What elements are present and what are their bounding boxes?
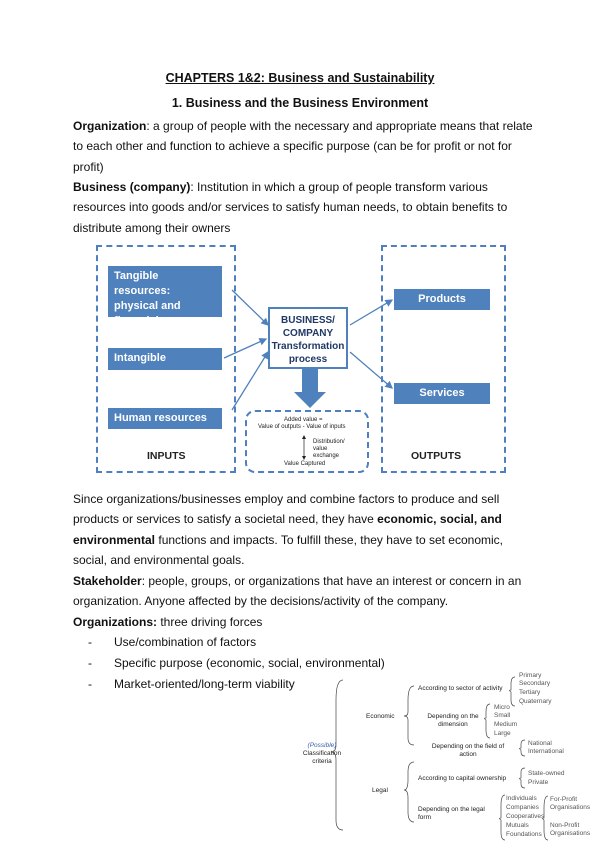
capital-item: State-owned [528,770,565,777]
functions-text-start: Since organizations/businesses employ and combine factors to produce and sell products or services to satisfy a societal need, they have [73,492,500,527]
list-item: - Specific purpose (economic, social, environmental) [88,653,385,674]
chapter-title: CHAPTERS 1&2: Business and Sustainability [165,71,435,85]
forces-text: three driving forces [157,615,263,629]
classification-root-italic: (Possible) [307,742,337,749]
functions-text-end: functions and impacts. To fulfill these, they have to set economic, social, and environmental goals. [73,532,503,567]
value-formula-2: Value of outputs - Value of inputs [258,424,346,430]
business-term: Business (company) [73,180,191,194]
sector-item: Tertiary [519,689,541,696]
value-formula-1: Added value = [284,417,323,423]
legal-label: Legal [372,787,388,794]
legal-form-item: Mutuals [506,822,529,829]
legal-form-item: Foundations [506,831,542,838]
section-title: 1. Business and the Business Environment [171,96,429,110]
list-item-text: Market-oriented/long-term viability [114,677,295,691]
inputs-label: INPUTS [147,450,186,462]
legal-form-item: Individuals [506,795,537,802]
sector-item: Secondary [519,680,551,687]
value-distribution: Distribution/ value exchange [313,439,345,459]
input-human: Human resources [108,408,222,429]
organization-term: Organization [73,119,147,133]
profit-item: Non-Profit Organisations [550,822,591,837]
list-item: - Use/combination of factors [88,632,385,653]
input-intangible: Intangible resources [108,348,222,370]
dimension-item: Large [494,730,511,737]
sector-item: Quaternary [519,698,552,705]
output-services: Services [394,383,490,404]
legal-form-criterion: Depending on the legal form [418,806,485,821]
legal-form-item: Companies [506,804,539,811]
capital-criterion: According to capital ownership [418,775,507,782]
economic-label: Economic [366,713,395,720]
dimension-criterion: Depending on the dimension [427,713,479,728]
list-item-text: Use/combination of factors [114,635,257,649]
field-item: National [528,740,552,747]
business-text: : Institution in which a group of people transform various resources into goods and/or services to satisfy human needs, to obtain benefits to distribute among their owners [73,180,508,235]
forces-term: Organizations: [73,615,158,629]
field-item: International [528,748,564,755]
input-tangible: Tangible resources: physical and financial [108,266,222,317]
dimension-item: Small [494,712,511,719]
outputs-label: OUTPUTS [411,450,462,462]
stakeholder-text: : people, groups, or organizations that have an interest or concern in an organization. Anyone affected by the decisions/activity of the company. [73,574,522,609]
capital-item: Private [528,779,549,786]
dimension-item: Micro [494,704,510,711]
list-item: - Market-oriented/long-term viability [88,674,385,695]
sector-item: Primary [519,672,542,679]
classification-root [300,742,344,766]
list-item-text: Specific purpose (economic, social, environmental) [114,656,385,670]
legal-form-item: Cooperatives [506,813,545,820]
output-products: Products [394,289,490,310]
organization-text: : a group of people with the necessary and appropriate means that relate to each other and function to achieve a specific purpose (can be for profit or not for profit) [73,119,533,174]
profit-item: For-Profit Organisations [550,796,591,811]
stakeholder-term: Stakeholder [73,574,142,588]
functions-bold: economic, social, and environmental [73,512,502,547]
field-criterion: Depending on the field of action [431,743,505,758]
sector-criterion: According to sector of activity [418,685,503,692]
classification-root-text: Classification criteria [302,750,342,765]
value-captured: Value Captured [284,461,326,467]
business-process-box: BUSINESS/ COMPANY Transformation process [268,307,348,369]
dimension-item: Medium [494,721,518,728]
